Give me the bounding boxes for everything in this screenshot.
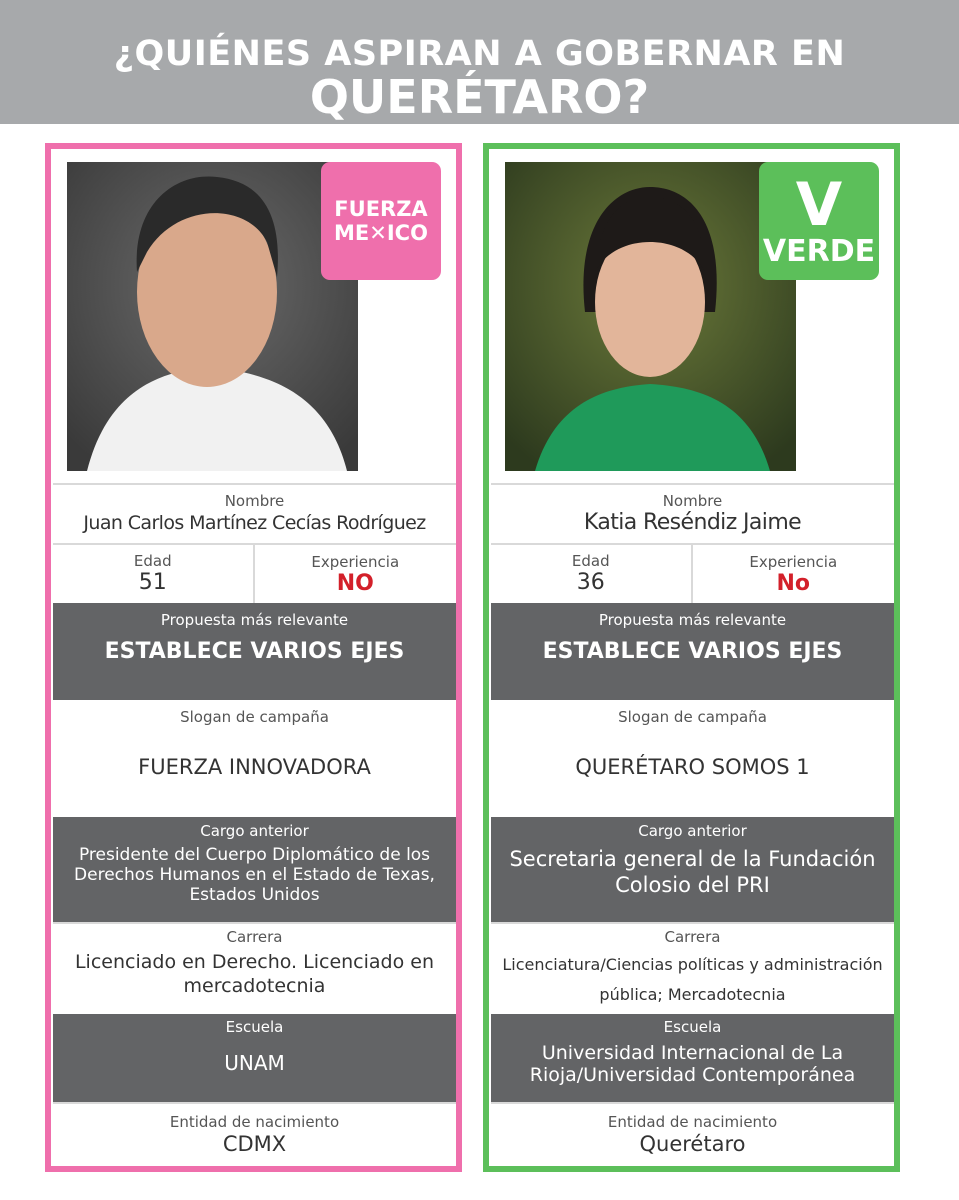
slogan-value: QUERÉTARO SOMOS 1 — [575, 755, 810, 779]
slogan-value: FUERZA INNOVADORA — [138, 755, 371, 779]
header-banner — [0, 0, 959, 124]
birthplace-label: Entidad de nacimiento — [607, 1113, 778, 1131]
previous-position-label: Cargo anterior — [638, 822, 747, 840]
career-value: Licenciado en Derecho. Licenciado en mercadotecnia — [74, 951, 435, 997]
proposal-value: ESTABLECE VARIOS EJES — [104, 639, 405, 664]
age-experience-row — [53, 543, 456, 603]
career-label: Carrera — [664, 928, 721, 946]
title-line-2: QUERÉTARO? — [309, 70, 650, 124]
proposal-value: ESTABLECE VARIOS EJES — [542, 639, 843, 664]
school-row — [491, 1014, 894, 1102]
career-label: Carrera — [226, 928, 283, 946]
birthplace-value: CDMX — [222, 1132, 287, 1156]
birthplace-value: Querétaro — [639, 1132, 746, 1156]
school-label: Escuela — [225, 1018, 284, 1036]
proposal-row — [53, 603, 456, 700]
previous-position-value: Secretaria general de la Fundación Colosio del PRI — [509, 847, 876, 897]
career-value: Licenciatura/Ciencias políticas y administración pública; Mercadotecnia — [502, 955, 883, 1004]
slogan-label: Slogan de campaña — [180, 708, 329, 726]
party-logo-verde — [759, 162, 879, 280]
school-label: Escuela — [663, 1018, 722, 1036]
school-value: UNAM — [224, 1051, 285, 1075]
proposal-label: Propuesta más relevante — [598, 611, 787, 629]
slogan-label: Slogan de campaña — [618, 708, 767, 726]
slogan-row — [491, 700, 894, 817]
previous-position-label: Cargo anterior — [200, 822, 309, 840]
experience-label: Experiencia — [749, 552, 838, 571]
candidate-card — [45, 143, 462, 1172]
school-row — [53, 1014, 456, 1102]
previous-position-row — [53, 817, 456, 922]
name-label: Nombre — [662, 492, 723, 510]
party-logo-fuerza-mexico — [321, 162, 441, 280]
birthplace-row — [491, 1102, 894, 1166]
career-row — [53, 922, 456, 1014]
age-label: Edad — [133, 552, 172, 570]
slogan-row — [53, 700, 456, 817]
logo-text: FUERZA — [334, 197, 428, 221]
age-label: Edad — [571, 552, 610, 570]
name-value: Juan Carlos Martínez Cecías Rodríguez — [83, 512, 426, 534]
previous-position-value: Presidente del Cuerpo Diplomático de los Derechos Humanos en el Estado de Texas, Estados Unidos — [74, 845, 435, 905]
proposal-label: Propuesta más relevante — [160, 611, 349, 629]
school-value: Universidad Internacional de La Rioja/Universidad Contemporánea — [529, 1042, 856, 1086]
logo-text: ME✕ICO — [334, 221, 428, 245]
title-line-1: ¿QUIÉNES ASPIRAN A GOBERNAR EN — [113, 34, 846, 74]
proposal-row — [491, 603, 894, 700]
logo-v: V — [795, 170, 843, 240]
age-value: 36 — [576, 570, 605, 595]
birthplace-row — [53, 1102, 456, 1166]
logo-text: VERDE — [762, 234, 876, 269]
previous-position-row — [491, 817, 894, 922]
experience-value: No — [776, 570, 811, 596]
age-value: 51 — [138, 570, 167, 595]
candidate-photo — [67, 162, 358, 471]
name-value: Katia Reséndiz Jaime — [583, 510, 802, 535]
name-row — [53, 483, 456, 543]
candidate-card — [483, 143, 900, 1172]
birthplace-label: Entidad de nacimiento — [169, 1113, 340, 1131]
career-row — [491, 922, 894, 1014]
experience-value: NO — [336, 570, 374, 596]
age-experience-row — [491, 543, 894, 603]
name-label: Nombre — [224, 492, 285, 510]
name-row — [491, 483, 894, 543]
experience-label: Experiencia — [311, 552, 400, 571]
candidate-photo — [505, 162, 796, 471]
